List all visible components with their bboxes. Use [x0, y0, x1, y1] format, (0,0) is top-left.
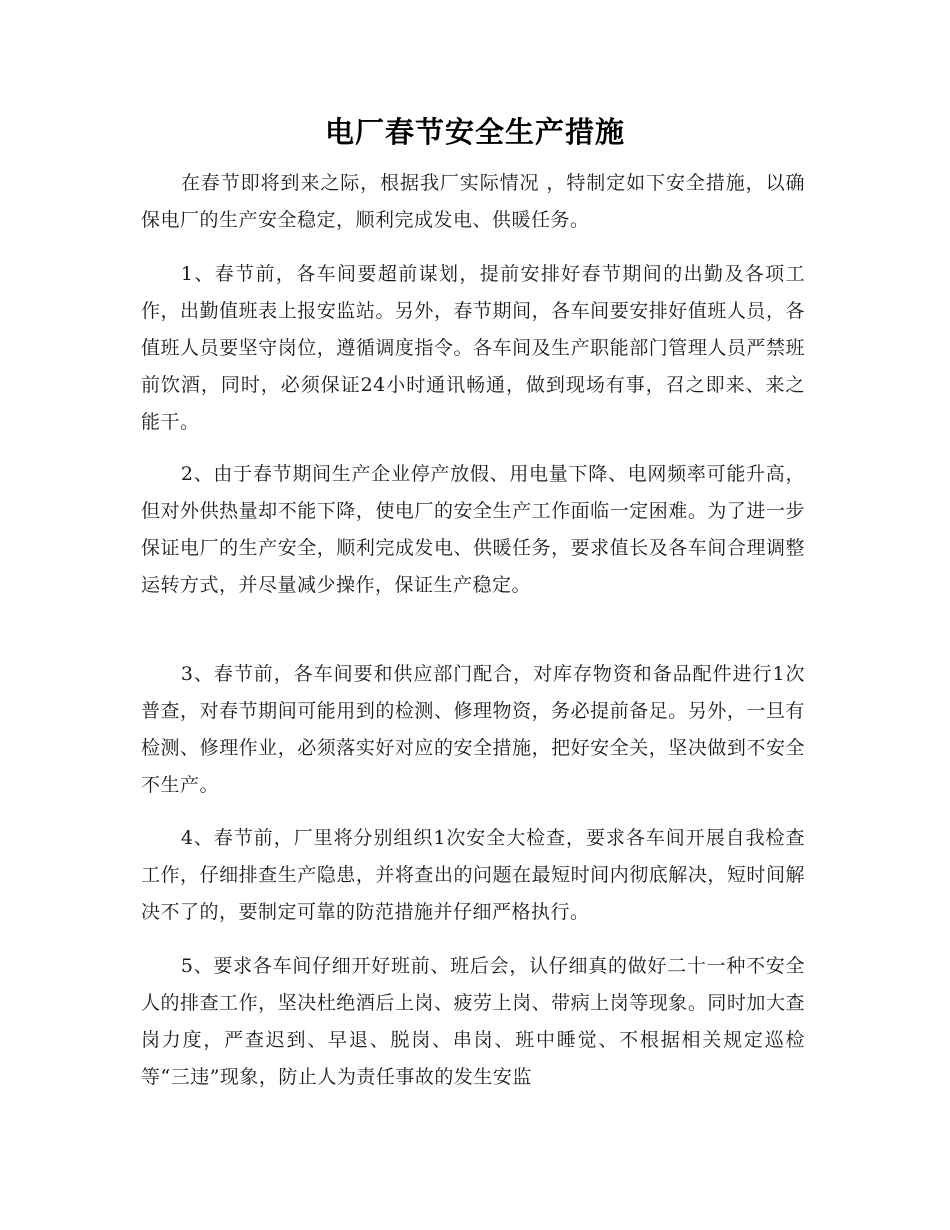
document-title: 电厂春节安全生产措施	[324, 115, 625, 149]
measure-paragraph-2: 2、由于春节期间生产企业停产放假、用电量下降、电网频率可能升高，但对外供热量却不能下降，使电厂的安全生产工作面临一定困难。为了进一步保证电厂的生产安全，顺利完成发电、供暖任务，要求值长及各车间合理调整运转方式，并尽量减少操作，保证生产稳定。	[141, 463, 805, 596]
measure-paragraph-1: 1、春节前，各车间要超前谋划，提前安排好春节期间的出勤及各项工作，出勤值班表上报安监站。另外，春节期间，各车间要安排好值班人员，各值班人员要坚守岗位，遵循调度指令。各车间及生产职能部门管理人员严禁班前饮酒，同时，必须保证24小时通讯畅通，做到现场有事，召之即来、来之能干。	[141, 263, 805, 433]
measure-paragraph-5: 5、要求各车间仔细开好班前、班后会，认仔细真的做好二十一种不安全人的排查工作，坚决杜绝酒后上岗、疲劳上岗、带病上岗等现象。同时加大查岗力度，严查迟到、早退、脱岗、串岗、班中睡觉、不根据相关规定巡检等“三违”现象，防止人为责任事故的发生安监	[141, 955, 805, 1088]
intro-paragraph: 在春节即将到来之际，根据我厂实际情况 ，特制定如下安全措施，以确保电厂的生产安全稳定，顺利完成发电、供暖任务。	[141, 172, 805, 231]
measure-paragraph-3: 3、春节前，各车间要和供应部门配合，对库存物资和备品配件进行1次普查，对春节期间可能用到的检测、修理物资，务必提前备足。另外，一旦有检测、修理作业，必须落实好对应的安全措施，把好安全关，坚决做到不安全不生产。	[141, 663, 805, 796]
measure-paragraph-4: 4、春节前，厂里将分别组织1次安全大检查，要求各车间开展自我检查工作，仔细排查生产隐患，并将查出的问题在最短时间内彻底解决，短时间解决不了的，要制定可靠的防范措施并仔细严格执行。	[141, 827, 805, 923]
